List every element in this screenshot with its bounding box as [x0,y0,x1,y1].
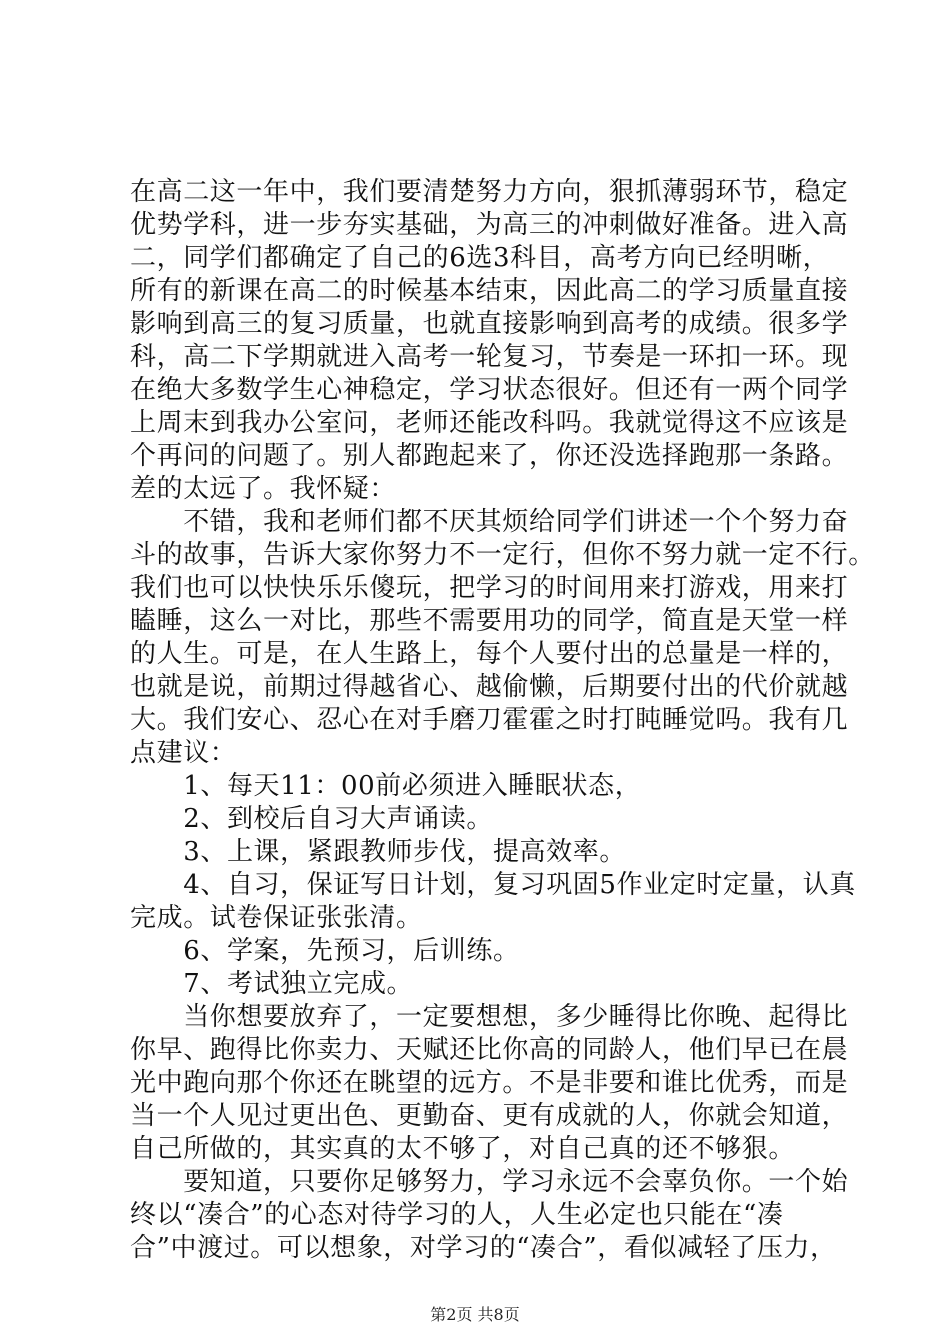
text-line: 点建议： [130,738,237,768]
text-line: 科，高二下学期就进入高考一轮复习，节奏是一环扣一环。现 [130,342,849,372]
text-line: 也就是说，前期过得越省心、越偷懒，后期要付出的代价就越 [130,672,849,702]
list-item: 1、每天11：00前必须进入睡眠状态， [130,771,642,801]
text-line: 当一个人见过更出色、更勤奋、更有成就的人，你就会知道， [130,1101,849,1131]
text-line: 的人生。可是，在人生路上，每个人要付出的总量是一样的， [130,639,849,669]
text-line: 不错，我和老师们都不厌其烦给同学们讲述一个个努力奋 [130,507,849,537]
text-line: 影响到高三的复习质量，也就直接影响到高考的成绩。很多学 [130,309,849,339]
text-line: 二，同学们都确定了自己的6选3科目，高考方向已经明晰， [130,243,830,273]
text-line: 合”中渡过。可以想象，对学习的“凑合”，看似减轻了压力， [130,1233,837,1263]
text-line: 上周末到我办公室问，老师还能改科吗。我就觉得这不应该是 [130,408,849,438]
text-line: 在绝大多数学生心神稳定，学习状态很好。但还有一两个同学 [130,375,849,405]
text-line: 当你想要放弃了，一定要想想，多少睡得比你晚、起得比 [130,1002,849,1032]
text-line: 自己所做的，其实真的太不够了，对自己真的还不够狠。 [130,1134,796,1164]
text-line: 所有的新课在高二的时候基本结束，因此高二的学习质量直接 [130,276,849,306]
text-line: 光中跑向那个你还在眺望的远方。不是非要和谁比优秀，而是 [130,1068,849,1098]
list-item: 4、自习，保证写日计划，复习巩固5作业定时定量，认真 [130,870,856,900]
text-line: 个再问的问题了。别人都跑起来了，你还没选择跑那一条路。 [130,441,849,471]
page-number-footer: 第2页 共8页 [430,1305,520,1324]
list-item: 2、到校后自习大声诵读。 [130,804,493,834]
text-line: 我们也可以快快乐乐傻玩，把学习的时间用来打游戏，用来打 [130,573,849,603]
text-line: 你早、跑得比你卖力、天赋还比你高的同龄人，他们早已在晨 [130,1035,849,1065]
text-line: 大。我们安心、忍心在对手磨刀霍霍之时打盹睡觉吗。我有几 [130,705,849,735]
text-line: 差的太远了。我怀疑： [130,474,397,504]
text-line: 完成。试卷保证张张清。 [130,903,423,933]
list-item: 7、考试独立完成。 [130,969,414,999]
text-line: 终以“凑合”的心态对待学习的人，人生必定也只能在“凑 [130,1200,784,1230]
text-line: 优势学科，进一步夯实基础，为高三的冲刺做好准备。进入高 [130,210,849,240]
text-line: 要知道，只要你足够努力，学习永远不会辜负你。一个始 [130,1167,849,1197]
list-item: 6、学案，先预习，后训练。 [130,936,520,966]
list-item: 3、上课，紧跟教师步伐，提高效率。 [130,837,626,867]
text-line: 斗的故事，告诉大家你努力不一定行，但你不努力就一定不行。 [130,540,875,570]
text-line: 在高二这一年中，我们要清楚努力方向，狠抓薄弱环节，稳定 [130,177,849,207]
text-line: 瞌睡，这么一对比，那些不需要用功的同学，简直是天堂一样 [130,606,849,636]
